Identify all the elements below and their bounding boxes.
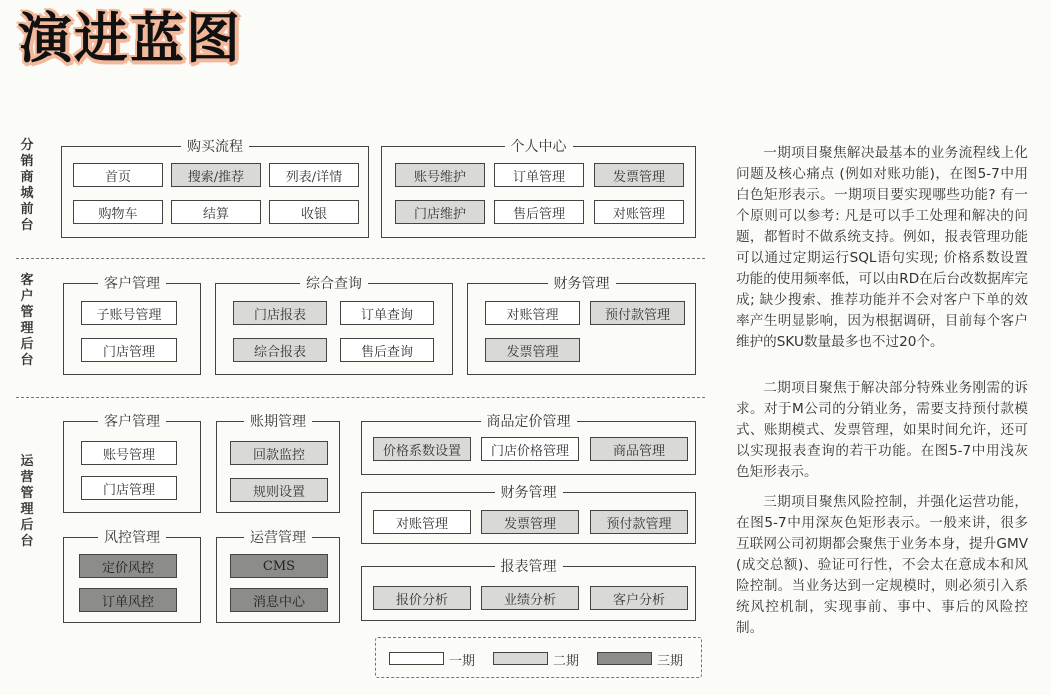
module-price-coefficient: 价格系数设置 [373,437,471,461]
layer-label-customer-admin-text: 客 户 管 理 后 台 [20,273,34,368]
module-cms: CMS [230,554,328,578]
module-home: 首页 [73,163,163,187]
group-title: 报表管理 [495,559,563,575]
group-title: 风控管理 [98,530,166,546]
module-pricing-risk: 定价风控 [79,554,177,578]
module-store-management: 门店管理 [81,338,177,362]
group-purchase-flow [61,139,369,238]
group-title: 财务管理 [548,276,616,292]
module-cashier: 收银 [269,200,359,224]
page-title: 演进蓝图 [18,7,242,70]
legend-label-phase2: 二期 [553,654,580,669]
module-op-store-management: 门店管理 [81,476,177,500]
module-reconciliation-admin: 对账管理 [485,301,580,325]
layer-divider [16,397,705,398]
group-title: 客户管理 [98,276,166,292]
group-personal-center [381,139,696,238]
module-after-sales-query: 售后查询 [340,338,434,362]
module-performance-analysis: 业绩分析 [481,586,579,610]
group-title: 购买流程 [181,139,249,155]
legend-label-phase1: 一期 [449,654,476,669]
group-title: 运营管理 [244,530,312,546]
legend-swatch-phase3 [597,652,652,665]
group-title: 账期管理 [244,414,312,430]
layer-divider [16,258,705,259]
module-invoice-management: 发票管理 [594,163,684,187]
module-op-prepayment: 预付款管理 [590,510,688,534]
group-title: 综合查询 [300,276,368,292]
group-title: 财务管理 [495,485,563,501]
module-list-detail: 列表/详情 [269,163,359,187]
module-payment-monitoring: 回款监控 [230,441,328,465]
paragraph-phase1: 一期项目聚焦解决最基本的业务流程线上化问题及核心痛点 (例如对账功能)，在图5-7中用白色矩形表示。一期项目要实现哪些功能? 有一个原则可以参考: 凡是可以手工处理和解决的问题，都暂时不做系统支持。例如，报表管理功能可以通过定期运行SQL语句实现; 价格系数设置功能的使用频率低，可以由RD在后台改数据库完成; 缺少搜索、推荐功能并不会对客户下单的效率产生明显影响，因为根据调研，目前每个客户维护的SKU数量最多也不过20个。 [736,145,1028,350]
group-title: 个人中心 [505,139,573,155]
module-customer-analysis: 客户分析 [590,586,688,610]
module-account-management: 账号管理 [81,441,177,465]
module-op-reconciliation: 对账管理 [373,510,471,534]
module-order-management: 订单管理 [494,163,584,187]
module-order-risk: 订单风控 [79,588,177,612]
legend-swatch-phase1 [389,652,444,665]
paragraph-phase3: 三期项目聚焦风险控制，并强化运营功能，在图5-7中用深灰色矩形表示。一般来讲，很多互联网公司初期都会聚焦于业务本身，提升GMV (成交总额)、验证可行性，不会太在意成本和风险控制。当业务达到一定规模时，则必须引入系统风控机制，实现事前、事中、事后的风险控制。 [736,494,1028,636]
legend-label-phase3: 三期 [657,654,684,669]
module-checkout: 结算 [171,200,261,224]
module-store-report: 门店报表 [233,301,327,325]
module-search-recommend: 搜索/推荐 [171,163,261,187]
module-cart: 购物车 [73,200,163,224]
group-title: 客户管理 [98,414,166,430]
module-after-sales: 售后管理 [494,200,584,224]
module-reconciliation: 对账管理 [594,200,684,224]
module-store-maintenance: 门店维护 [395,200,485,224]
module-sub-account: 子账号管理 [81,301,177,325]
module-quote-analysis: 报价分析 [373,586,471,610]
module-store-price: 门店价格管理 [481,437,579,461]
layer-label-operation-admin-text: 运 营 管 理 后 台 [20,454,34,549]
group-title: 商品定价管理 [481,414,577,430]
module-product-management: 商品管理 [590,437,688,461]
legend-swatch-phase2 [493,652,548,665]
layer-label-frontend [16,138,38,234]
module-invoice-admin: 发票管理 [485,338,580,362]
layer-label-operation-admin [16,454,38,550]
module-rule-settings: 规则设置 [230,478,328,502]
module-comprehensive-report: 综合报表 [233,338,327,362]
layer-label-customer-admin [16,273,38,369]
module-order-query: 订单查询 [340,301,434,325]
layer-label-frontend-text: 分 销 商 城 前 台 [20,138,34,233]
module-message-center: 消息中心 [230,588,328,612]
paragraph-phase2: 二期项目聚焦于解决部分特殊业务刚需的诉求。对于M公司的分销业务，需要支持预付款模式、账期模式、发票管理，如果时间允许，还可以实现报表查询的若干功能。在图5-7中用浅灰色矩形表示。 [736,380,1028,480]
module-prepayment: 预付款管理 [590,301,685,325]
module-op-invoice: 发票管理 [481,510,579,534]
module-account-maintenance: 账号维护 [395,163,485,187]
